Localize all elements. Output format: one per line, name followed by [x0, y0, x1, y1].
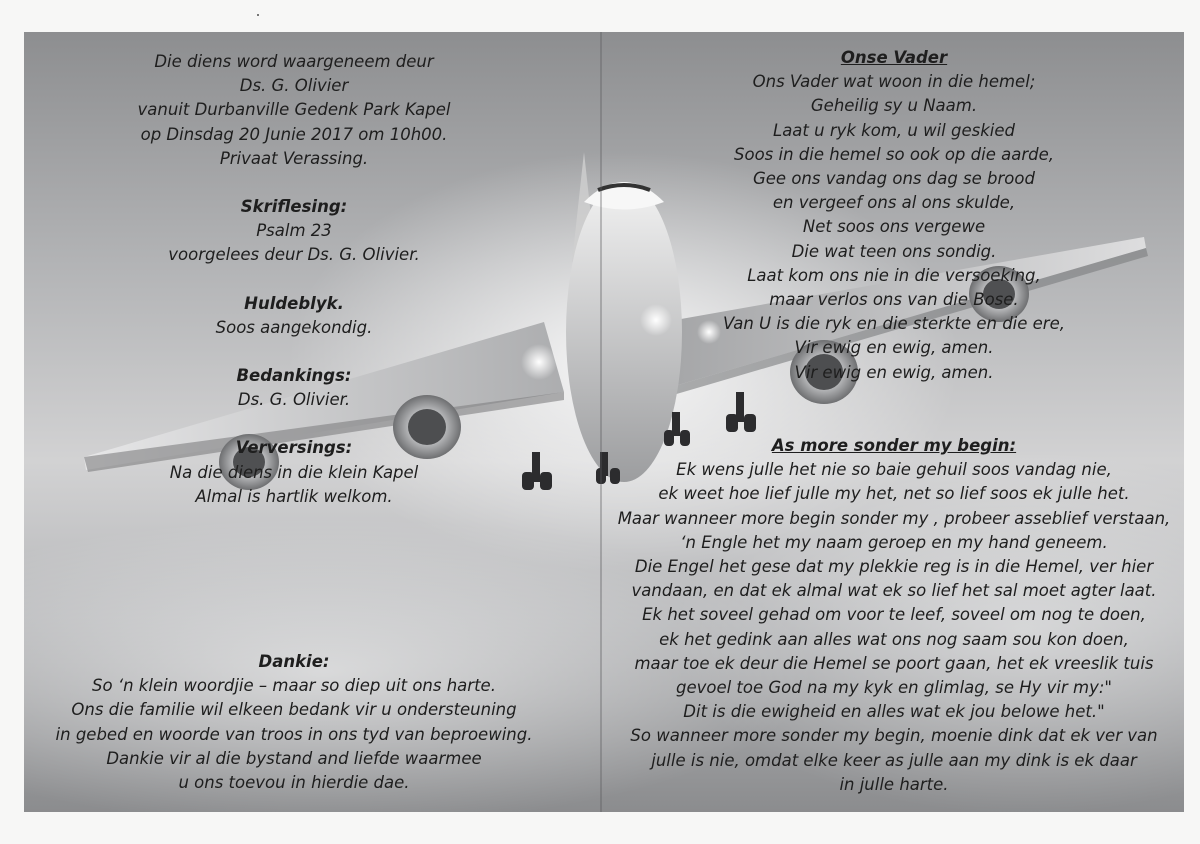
- poem-line: ek het gedink aan alles wat ons nog saam sou kon doen,: [659, 629, 1129, 649]
- poem-line: ‘n Engle het my naam geroep en my hand geneem.: [680, 532, 1108, 552]
- poem-heading: As more sonder my begin:: [771, 436, 1017, 455]
- dankie-line: So ‘n klein woordjie – maar so diep uit ons harte.: [92, 676, 496, 696]
- poem-line: Die Engel het gese dat my plekkie reg is in die Hemel, ver hier: [634, 557, 1154, 577]
- poem-line: maar toe ek deur die Hemel se poort gaan, het ek vreeslik tuis: [634, 653, 1154, 673]
- dankie-line: u ons toevou in hierdie dae.: [178, 773, 410, 793]
- prayer-line: en vergeef ons al ons skulde,: [772, 193, 1016, 213]
- prayer-heading: Onse Vader: [840, 48, 948, 67]
- poem-line: vandaan, en dat ek almal wat ek so lief het sal moet agter laat.: [631, 581, 1157, 601]
- refreshments-line: Almal is hartlik welkom.: [195, 486, 393, 506]
- prayer-line: Laat u ryk kom, u wil geskied: [773, 120, 1015, 140]
- dankie-section: [24, 650, 564, 795]
- prayer-line: Gee ons vandag ons dag se brood: [753, 169, 1035, 189]
- refreshments-heading: Verversings:: [235, 438, 353, 458]
- scripture-line: voorgelees deur Ds. G. Olivier.: [168, 245, 420, 265]
- prayer-section: [604, 46, 1184, 385]
- left-panel: [24, 50, 564, 509]
- poem-line: julle is nie, omdat elke keer as julle aan my dink is ek daar: [651, 750, 1137, 770]
- prayer-line: Ons Vader wat woon in die hemel;: [752, 72, 1036, 92]
- dankie-line: Ons die familie wil elkeen bedank vir u ondersteuning: [71, 700, 517, 720]
- prayer-line: maar verlos ons van die Bose.: [769, 290, 1019, 310]
- poem-line: So wanneer more sonder my begin, moenie dink dat ek ver van: [630, 726, 1158, 746]
- prayer-line: Van U is die ryk en die sterkte en die ere,: [723, 314, 1065, 334]
- scripture-heading: Skriflesing:: [240, 197, 348, 217]
- poem-section: [584, 434, 1184, 797]
- refreshments-section: [24, 436, 564, 509]
- poem-line: ek weet hoe lief julle my het, net so lief soos ek julle het.: [658, 484, 1130, 504]
- thanks-officiant-heading: Bedankings:: [236, 366, 352, 386]
- dankie-line: Dankie vir al die bystand and liefde waarmee: [106, 748, 482, 768]
- poem-line: Ek het soveel gehad om voor te leef, soveel om nog te doen,: [642, 605, 1146, 625]
- service-line: Ds. G. Olivier: [239, 76, 349, 96]
- service-line: Die diens word waargeneem deur: [154, 52, 434, 71]
- poem-line: Maar wanneer more begin sonder my , probeer asseblief verstaan,: [617, 508, 1171, 528]
- prayer-line: Soos in die hemel so ook op die aarde,: [734, 144, 1054, 164]
- dankie-heading: Dankie:: [258, 652, 330, 671]
- poem-line: Dit is die ewigheid en alles wat ek jou belowe het.": [683, 702, 1105, 722]
- thanks-officiant-section: [24, 364, 564, 412]
- prayer-line: Laat kom ons nie in die versoeking,: [747, 265, 1041, 285]
- service-line: vanuit Durbanville Gedenk Park Kapel: [137, 100, 451, 120]
- service-line: op Dinsdag 20 Junie 2017 om 10h00.: [140, 124, 448, 144]
- scripture-section: [24, 195, 564, 268]
- prayer-line: Die wat teen ons sondig.: [791, 241, 997, 261]
- prayer-line: Vir ewig en ewig, amen.: [794, 338, 994, 358]
- service-line: Privaat Verassing.: [219, 148, 369, 168]
- scripture-line: Psalm 23: [256, 221, 332, 241]
- funeral-program-sheet: [24, 32, 1184, 812]
- prayer-line: Net soos ons vergewe: [802, 217, 986, 237]
- refreshments-line: Na die diens in die klein Kapel: [169, 462, 419, 482]
- prayer-line: Geheilig sy u Naam.: [810, 96, 978, 116]
- poem-line: Ek wens julle het nie so baie gehuil soos vandag nie,: [676, 460, 1112, 480]
- dankie-line: in gebed en woorde van troos in ons tyd van beproewing.: [55, 724, 533, 744]
- tribute-heading: Huldeblyk.: [244, 293, 344, 313]
- tribute-line: Soos aangekondig.: [215, 317, 373, 337]
- tribute-section: [24, 292, 564, 340]
- thanks-officiant-line: Ds. G. Olivier.: [237, 390, 351, 410]
- poem-line: gevoel toe God na my kyk en glimlag, se Hy vir my:": [675, 678, 1113, 698]
- poem-line: in julle harte.: [839, 774, 949, 794]
- prayer-line: Vir ewig en ewig, amen.: [794, 362, 994, 382]
- service-info: [24, 50, 564, 171]
- scan-mark: [257, 14, 259, 16]
